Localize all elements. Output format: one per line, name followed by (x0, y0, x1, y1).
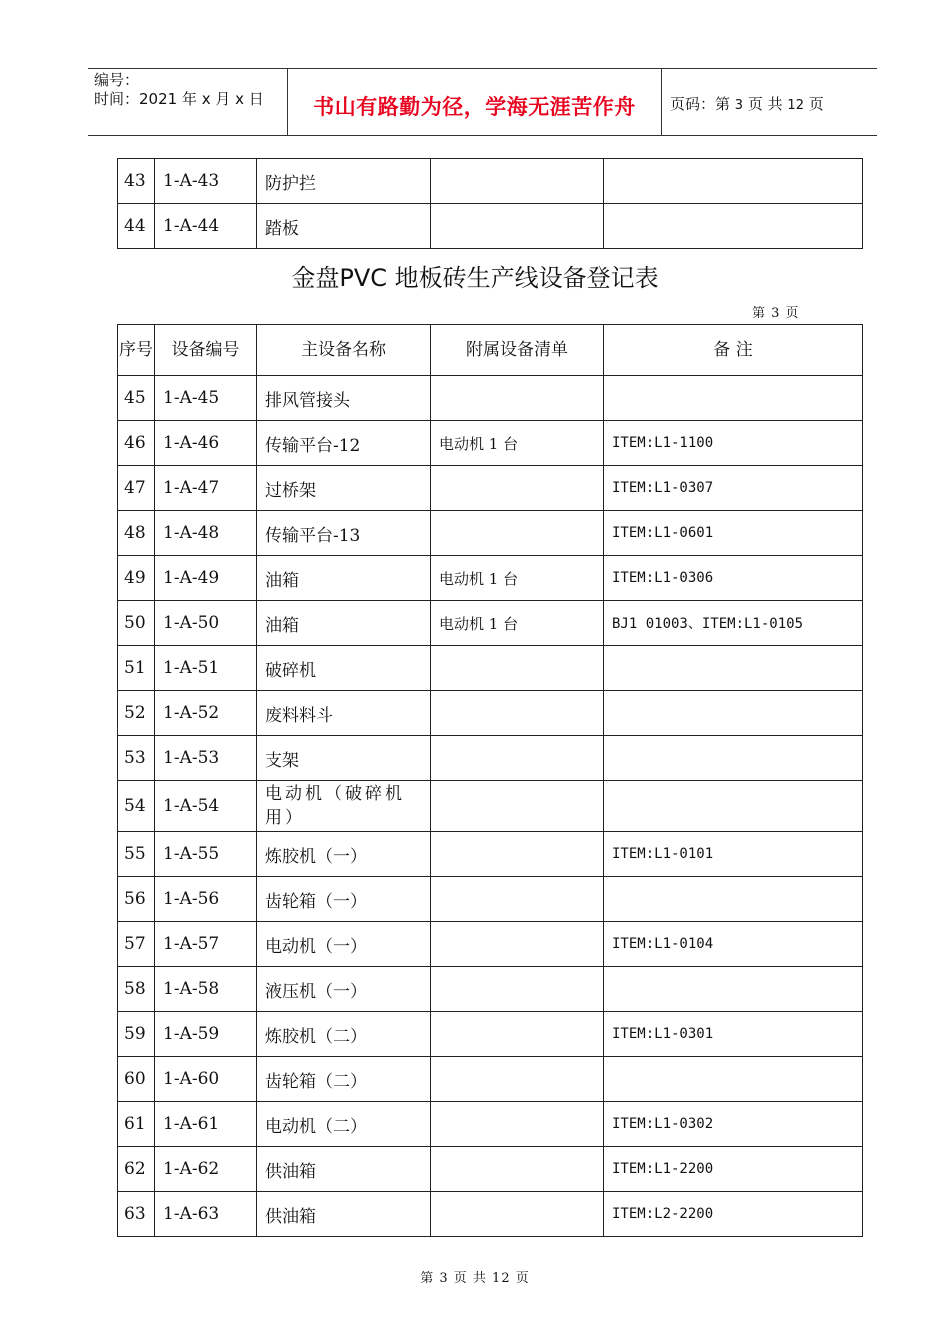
row-number-cell: 45 (118, 376, 155, 421)
table-row (118, 1147, 863, 1192)
attached-equipment-cell (431, 466, 604, 511)
attached-equipment-cell: 电动机 1 台 (431, 556, 604, 601)
page-mid: 页 共 (747, 95, 783, 113)
equipment-name-cell: 电动机（二） (257, 1102, 431, 1147)
page-footer: 第 3 页 共 12 页 (420, 1271, 530, 1286)
row-number-cell: 47 (118, 466, 155, 511)
table-row (118, 556, 863, 601)
row-number-cell: 54 (118, 781, 155, 832)
column-header-no: 序号 (118, 325, 155, 376)
table-row (118, 922, 863, 967)
remark-cell: ITEM:L1-1100 (604, 421, 863, 466)
attached-equipment-cell (431, 1012, 604, 1057)
equipment-code-cell: 1-A-63 (155, 1192, 257, 1237)
equipment-code-cell: 1-A-49 (155, 556, 257, 601)
equipment-name-cell: 踏板 (257, 204, 431, 249)
table-page-number: 第 3 页 (752, 306, 800, 321)
attached-equipment-cell (431, 736, 604, 781)
attached-equipment-cell (431, 832, 604, 877)
equipment-code-cell: 1-A-59 (155, 1012, 257, 1057)
equipment-code-cell: 1-A-47 (155, 466, 257, 511)
attached-equipment-cell (431, 691, 604, 736)
remark-cell (604, 781, 863, 832)
equipment-name-cell: 齿轮箱（一） (257, 877, 431, 922)
table-row (118, 466, 863, 511)
remark-cell (604, 877, 863, 922)
equipment-code-cell: 1-A-50 (155, 601, 257, 646)
equipment-name-cell: 供油箱 (257, 1147, 431, 1192)
row-number-cell: 43 (118, 159, 155, 204)
table-row (118, 1057, 863, 1102)
attached-equipment-cell (431, 1102, 604, 1147)
row-number-cell: 55 (118, 832, 155, 877)
header-meta (94, 71, 284, 109)
equipment-name-cell: 油箱 (257, 556, 431, 601)
row-number-cell: 51 (118, 646, 155, 691)
table-row (118, 511, 863, 556)
attached-equipment-cell (431, 922, 604, 967)
equipment-name-cell: 破碎机 (257, 646, 431, 691)
column-header-remark: 备 注 (604, 325, 863, 376)
attached-equipment-cell (431, 1057, 604, 1102)
row-number-cell: 61 (118, 1102, 155, 1147)
equipment-name-cell: 废料料斗 (257, 691, 431, 736)
table-row (118, 781, 863, 832)
remark-cell: ITEM:L1-0101 (604, 832, 863, 877)
attached-equipment-cell (431, 967, 604, 1012)
remark-cell (604, 1057, 863, 1102)
table-row (118, 967, 863, 1012)
remark-cell: BJ1 01003、ITEM:L1-0105 (604, 601, 863, 646)
equipment-name-cell: 齿轮箱（二） (257, 1057, 431, 1102)
attached-equipment-cell (431, 781, 604, 832)
row-number-cell: 59 (118, 1012, 155, 1057)
remark-cell (604, 159, 863, 204)
equipment-code-cell: 1-A-45 (155, 376, 257, 421)
table-row (118, 204, 863, 249)
remark-cell: ITEM:L1-0301 (604, 1012, 863, 1057)
table-row (118, 646, 863, 691)
equipment-code-cell: 1-A-54 (155, 781, 257, 832)
remark-cell (604, 736, 863, 781)
equipment-code-cell: 1-A-62 (155, 1147, 257, 1192)
row-number-cell: 46 (118, 421, 155, 466)
header-motto: 书山有路勤为径，学海无涯苦作舟 (313, 95, 636, 119)
table-row (118, 1192, 863, 1237)
page-suffix: 页 (808, 95, 824, 113)
remark-cell (604, 691, 863, 736)
table-row (118, 691, 863, 736)
remark-cell (604, 376, 863, 421)
equipment-name-cell: 排风管接头 (257, 376, 431, 421)
equipment-code-cell: 1-A-48 (155, 511, 257, 556)
column-header-name: 主设备名称 (257, 325, 431, 376)
row-number-cell: 58 (118, 967, 155, 1012)
attached-equipment-cell (431, 511, 604, 556)
page-prefix: 页码：第 (670, 95, 731, 113)
row-number-cell: 53 (118, 736, 155, 781)
equipment-name-cell: 传输平台-12 (257, 421, 431, 466)
row-number-cell: 63 (118, 1192, 155, 1237)
page-current: 3 (734, 98, 744, 113)
equipment-register-table (117, 324, 863, 1237)
equipment-code-cell: 1-A-51 (155, 646, 257, 691)
row-number-cell: 52 (118, 691, 155, 736)
equipment-name-cell: 电动机（破碎机用） (257, 781, 431, 832)
row-number-cell: 50 (118, 601, 155, 646)
remark-cell: ITEM:L1-0104 (604, 922, 863, 967)
equipment-code-cell: 1-A-60 (155, 1057, 257, 1102)
attached-equipment-cell (431, 1192, 604, 1237)
equipment-name-cell: 防护拦 (257, 159, 431, 204)
equipment-code-cell: 1-A-52 (155, 691, 257, 736)
equipment-code-cell: 1-A-55 (155, 832, 257, 877)
remark-cell (604, 967, 863, 1012)
table-row (118, 421, 863, 466)
attached-equipment-cell (431, 877, 604, 922)
table-row (118, 736, 863, 781)
header-page-indicator (670, 93, 824, 114)
page-header (88, 68, 877, 136)
column-header-attached: 附属设备清单 (431, 325, 604, 376)
equipment-code-cell: 1-A-43 (155, 159, 257, 204)
attached-equipment-cell (431, 159, 604, 204)
attached-equipment-cell (431, 204, 604, 249)
remark-cell: ITEM:L1-0306 (604, 556, 863, 601)
row-number-cell: 62 (118, 1147, 155, 1192)
table-row (118, 1102, 863, 1147)
row-number-cell: 44 (118, 204, 155, 249)
remark-cell: ITEM:L1-0307 (604, 466, 863, 511)
equipment-name-cell: 过桥架 (257, 466, 431, 511)
time-label: 时间：2021 年 x 月 x 日 (94, 90, 264, 108)
number-label: 编号： (94, 71, 140, 89)
column-header-code: 设备编号 (155, 325, 257, 376)
equipment-code-cell: 1-A-58 (155, 967, 257, 1012)
remark-cell (604, 646, 863, 691)
equipment-code-cell: 1-A-44 (155, 204, 257, 249)
attached-equipment-cell: 电动机 1 台 (431, 601, 604, 646)
remark-cell: ITEM:L1-2200 (604, 1147, 863, 1192)
row-number-cell: 57 (118, 922, 155, 967)
attached-equipment-cell: 电动机 1 台 (431, 421, 604, 466)
attached-equipment-cell (431, 376, 604, 421)
equipment-code-cell: 1-A-61 (155, 1102, 257, 1147)
table-row (118, 1012, 863, 1057)
table-header-row (118, 325, 863, 376)
remark-cell: ITEM:L1-0601 (604, 511, 863, 556)
equipment-code-cell: 1-A-53 (155, 736, 257, 781)
row-number-cell: 60 (118, 1057, 155, 1102)
row-number-cell: 49 (118, 556, 155, 601)
row-number-cell: 56 (118, 877, 155, 922)
attached-equipment-cell (431, 1147, 604, 1192)
table-row (118, 376, 863, 421)
attached-equipment-cell (431, 646, 604, 691)
table-row (118, 601, 863, 646)
equipment-name-cell: 电动机（一） (257, 922, 431, 967)
equipment-code-cell: 1-A-57 (155, 922, 257, 967)
table-row (118, 832, 863, 877)
remark-cell (604, 204, 863, 249)
equipment-name-cell: 液压机（一） (257, 967, 431, 1012)
header-divider (661, 69, 662, 136)
equipment-name-cell: 油箱 (257, 601, 431, 646)
page-title: 金盘PVC 地板砖生产线设备登记表 (291, 264, 659, 292)
continued-table (117, 158, 863, 249)
equipment-code-cell: 1-A-56 (155, 877, 257, 922)
table-row (118, 877, 863, 922)
remark-cell: ITEM:L2-2200 (604, 1192, 863, 1237)
equipment-name-cell: 炼胶机（一） (257, 832, 431, 877)
equipment-name-cell: 炼胶机（二） (257, 1012, 431, 1057)
equipment-name-cell: 供油箱 (257, 1192, 431, 1237)
row-number-cell: 48 (118, 511, 155, 556)
table-row (118, 159, 863, 204)
equipment-name-cell: 支架 (257, 736, 431, 781)
remark-cell: ITEM:L1-0302 (604, 1102, 863, 1147)
page-total: 12 (787, 98, 804, 113)
equipment-name-cell: 传输平台-13 (257, 511, 431, 556)
equipment-code-cell: 1-A-46 (155, 421, 257, 466)
